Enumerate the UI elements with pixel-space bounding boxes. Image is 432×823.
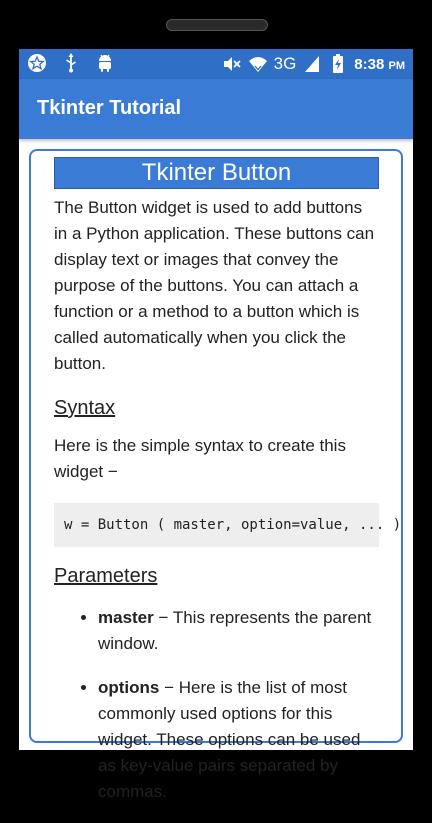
android-icon [95,53,115,73]
article-content [54,151,402,823]
clock-ampm: PM [388,59,405,72]
parameters-list [54,605,379,805]
usb-icon [61,53,81,73]
intro-paragraph: The Button widget is used to add buttons in a Python application. These buttons can display text or images that convey the purpose of the buttons. You can attach a function or a method to a button which is called automatically when you click the button. [54,198,375,373]
parameters-heading: Parameters [54,565,158,587]
status-bar [19,49,413,79]
mute-icon [222,54,242,74]
app-star-icon [27,53,47,73]
code-block[interactable]: w = Button ( master, option=value, ... ) [54,503,379,547]
network-type: 3G [273,54,297,73]
article-webview[interactable] [29,149,403,801]
page-title: Tkinter Button [54,157,379,189]
signal-icon [302,54,322,74]
app-bar [19,79,413,139]
param-term: master [98,608,154,627]
clock [354,56,405,73]
syntax-heading: Syntax [54,397,116,419]
wifi-icon [248,54,268,74]
list-item [98,605,379,657]
device-speaker [166,19,268,31]
param-term: options [98,678,160,697]
app-title: Tkinter Tutorial [37,97,182,119]
status-right-icons [222,54,405,74]
battery-charging-icon [328,54,348,74]
syntax-text: Here is the simple syntax to create this widget − [54,436,346,481]
list-item [98,675,379,805]
status-left-icons [27,53,115,73]
clock-time: 8:38 [354,55,385,73]
param-desc: − Here is the list of most commonly used options for this widget. These options can be used as key-value pairs separated by commas. [98,678,361,801]
param-desc: − This represents the parent window. [98,608,372,653]
phone-screen [19,49,413,801]
